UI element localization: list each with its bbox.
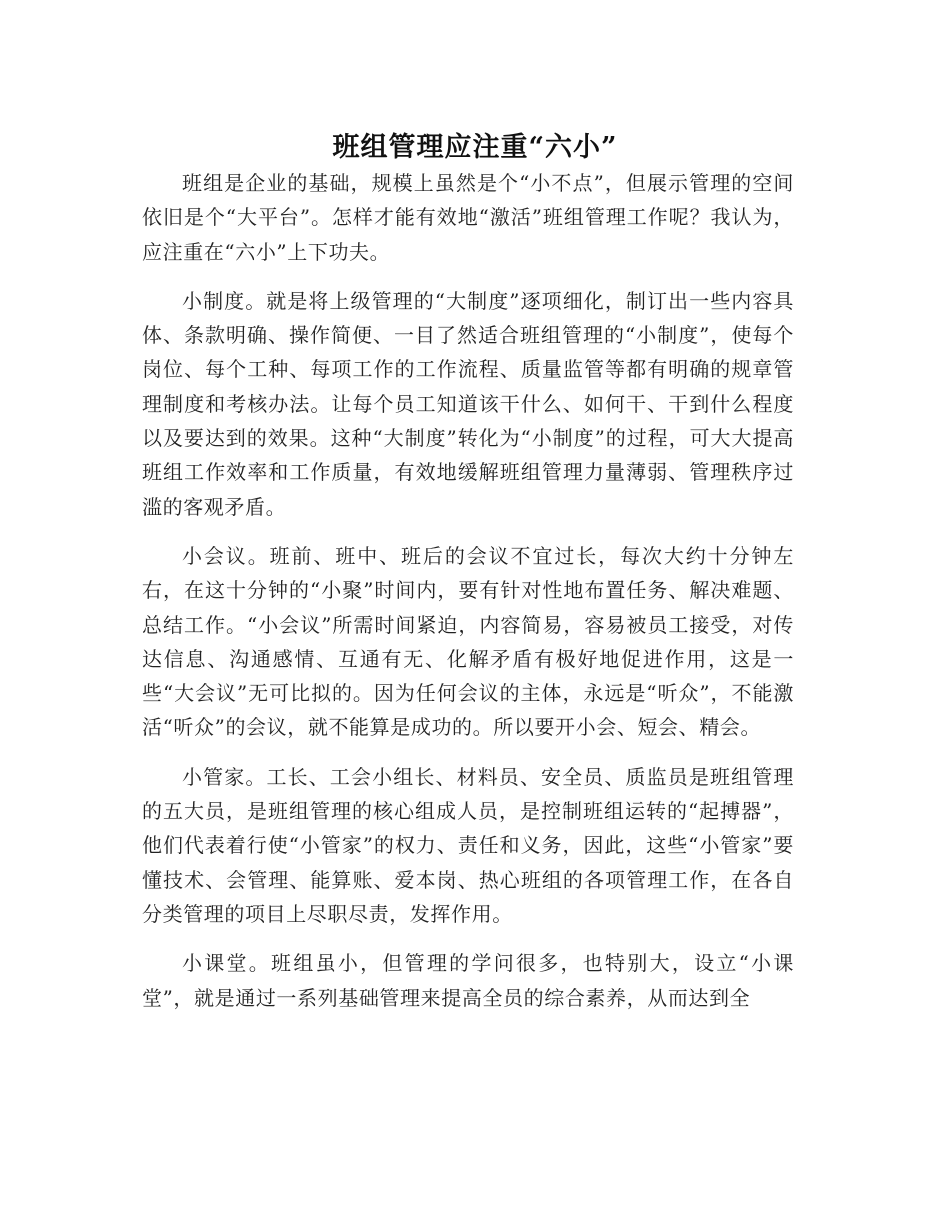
- paragraph-small-classroom: 小课堂。班组虽小，但管理的学问很多，也特别大，设立“小课堂”，就是通过一系列基础管理来提高全员的综合素养，从而达到全: [142, 951, 794, 1010]
- paragraph-small-steward: 小管家。工长、工会小组长、材料员、安全员、质监员是班组管理的五大员，是班组管理的核心组成人员，是控制班组运转的“起搏器”，他们代表着行使“小管家”的权力、责任和义务，因此，这些“小管家”要懂技术、会管理、能算账、爱本岗、热心班组的各项管理工作，在各自分类管理的项目上尽职尽责，发挥作用。: [142, 764, 794, 926]
- document-title: 班组管理应注重“六小”: [332, 132, 618, 164]
- paragraph-small-system: 小制度。就是将上级管理的“大制度”逐项细化，制订出一些内容具体、条款明确、操作简便、一目了然适合班组管理的“小制度”，使每个岗位、每个工种、每项工作的工作流程、质量监管等都有明确的规章管理制度和考核办法。让每个员工知道该干什么、如何干、干到什么程度以及要达到的效果。这种“大制度”转化为“小制度”的过程，可大大提高班组工作效率和工作质量，有效地缓解班组管理力量薄弱、管理秩序过滥的客观矛盾。: [142, 288, 794, 519]
- paragraph-intro: 班组是企业的基础，规模上虽然是个“小不点”，但展示管理的空间依旧是个“大平台”。怎样才能有效地“激活”班组管理工作呢？我认为，应注重在“六小”上下功夫。: [142, 171, 794, 264]
- document-body: [142, 166, 794, 1015]
- paragraph-small-meeting: 小会议。班前、班中、班后的会议不宜过长，每次大约十分钟左右，在这十分钟的“小聚”时间内，要有针对性地布置任务、解决难题、总结工作。“小会议”所需时间紧迫，内容简易，容易被员工接受，对传达信息、沟通感情、互通有无、化解矛盾有极好地促进作用，这是一些“大会议”无可比拟的。因为任何会议的主体，永远是“听众”，不能激活“听众”的会议，就不能算是成功的。所以要开小会、短会、精会。: [142, 543, 794, 740]
